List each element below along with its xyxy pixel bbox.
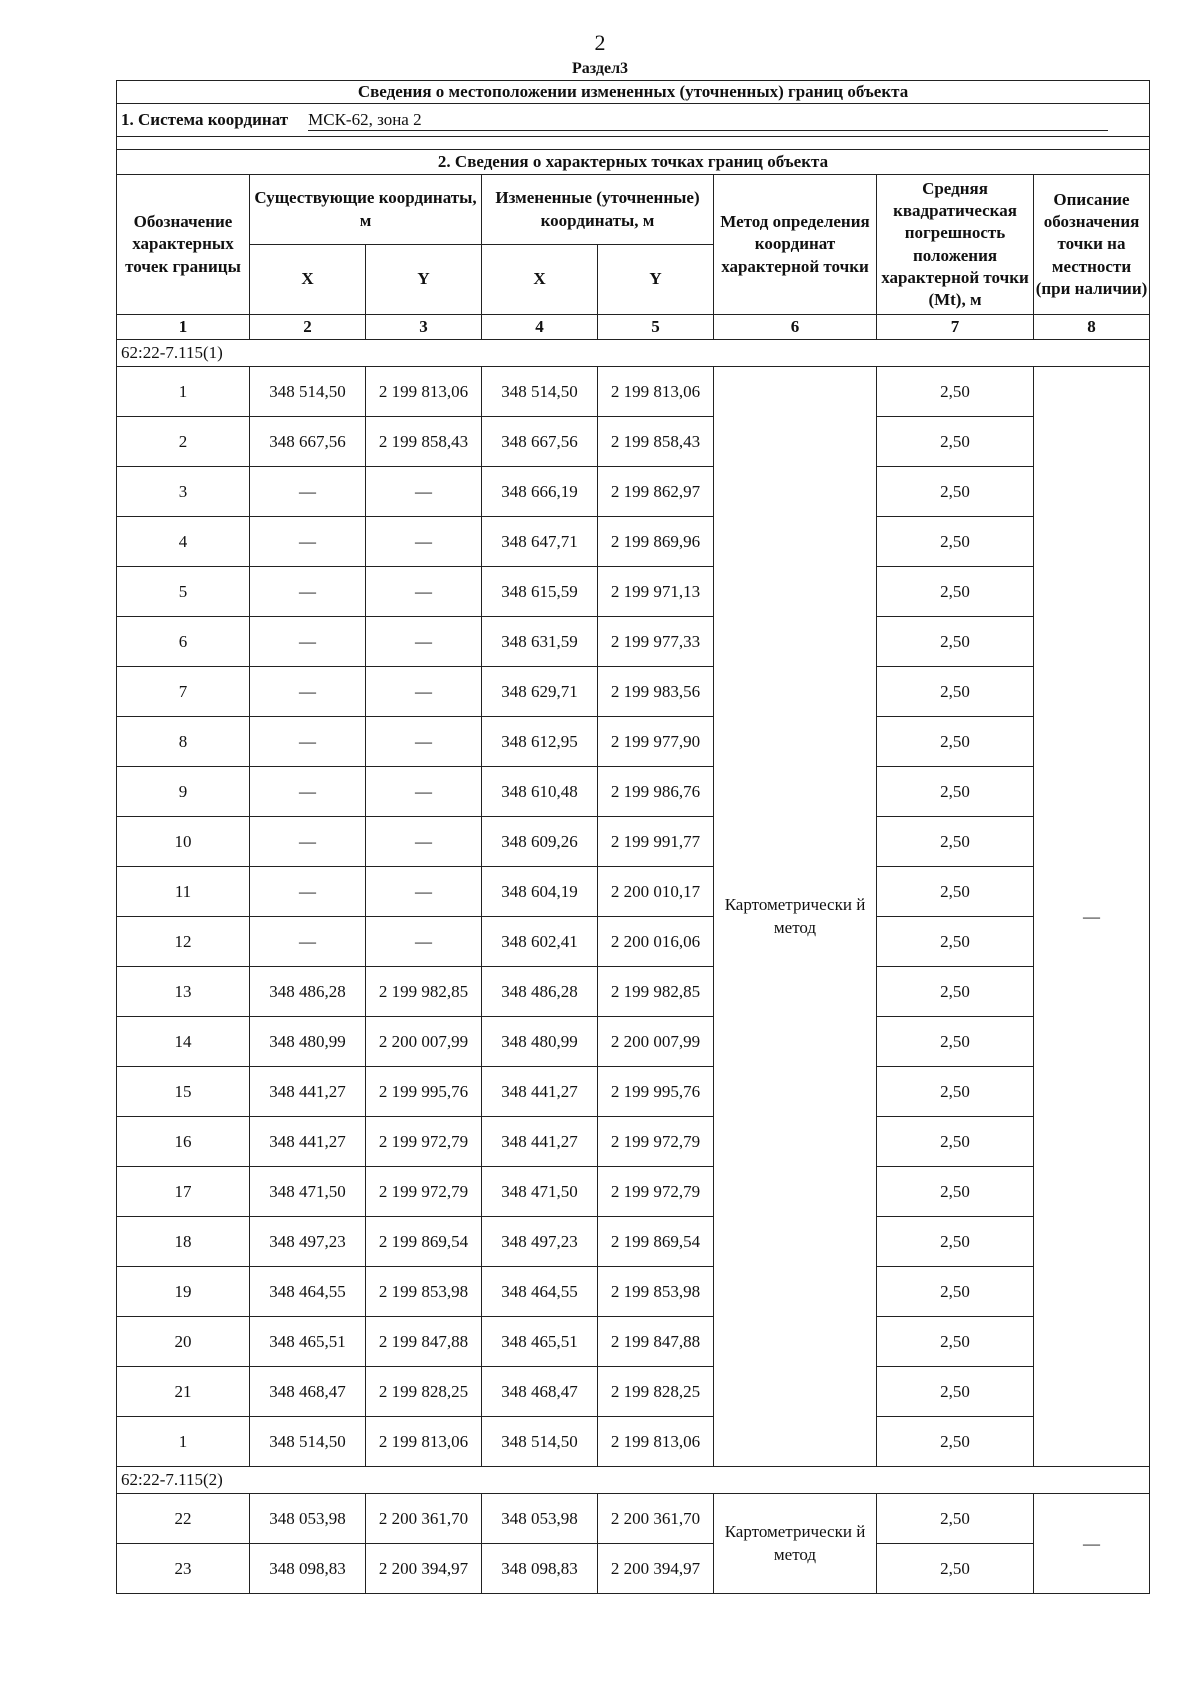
existing-x: —	[250, 617, 366, 667]
point-number: 22	[117, 1494, 250, 1544]
error-value: 2,50	[877, 1317, 1034, 1367]
table-row	[117, 767, 1150, 817]
table-row	[117, 1217, 1150, 1267]
col-header-point: Обозначение характерных точек границы	[117, 175, 250, 315]
existing-x: 348 667,56	[250, 417, 366, 467]
point-number: 2	[117, 417, 250, 467]
existing-x: —	[250, 717, 366, 767]
existing-y: —	[366, 867, 482, 917]
error-value: 2,50	[877, 817, 1034, 867]
existing-x: —	[250, 517, 366, 567]
error-value: 2,50	[877, 667, 1034, 717]
existing-x: —	[250, 917, 366, 967]
changed-x: 348 514,50	[482, 367, 598, 417]
error-value: 2,50	[877, 717, 1034, 767]
col-header-changed: Измененные (уточненные) координаты, м	[482, 175, 714, 245]
changed-x: 348 667,56	[482, 417, 598, 467]
table-row	[117, 667, 1150, 717]
error-value: 2,50	[877, 1067, 1034, 1117]
col-number: 8	[1034, 315, 1150, 340]
table-row	[117, 617, 1150, 667]
points-title: 2. Сведения о характерных точках границ объекта	[117, 150, 1150, 175]
changed-y: 2 199 853,98	[598, 1267, 714, 1317]
point-number: 13	[117, 967, 250, 1017]
error-value: 2,50	[877, 917, 1034, 967]
point-number: 6	[117, 617, 250, 667]
existing-x: 348 514,50	[250, 1417, 366, 1467]
point-number: 1	[117, 1417, 250, 1467]
existing-y: —	[366, 567, 482, 617]
table-row	[117, 817, 1150, 867]
changed-x: 348 098,83	[482, 1544, 598, 1594]
changed-x: 348 471,50	[482, 1167, 598, 1217]
changed-y: 2 200 010,17	[598, 867, 714, 917]
col-number: 3	[366, 315, 482, 340]
changed-x: 348 514,50	[482, 1417, 598, 1467]
existing-y: 2 200 007,99	[366, 1017, 482, 1067]
changed-x: 348 441,27	[482, 1067, 598, 1117]
changed-x: 348 486,28	[482, 967, 598, 1017]
existing-y: 2 199 813,06	[366, 1417, 482, 1467]
col-header-y: Y	[598, 245, 714, 315]
col-number: 1	[117, 315, 250, 340]
table-row	[117, 1417, 1150, 1467]
col-number: 7	[877, 315, 1034, 340]
changed-x: 348 604,19	[482, 867, 598, 917]
table-row	[117, 567, 1150, 617]
existing-y: 2 199 982,85	[366, 967, 482, 1017]
existing-x: 348 441,27	[250, 1067, 366, 1117]
changed-y: 2 199 982,85	[598, 967, 714, 1017]
existing-x: 348 053,98	[250, 1494, 366, 1544]
existing-y: —	[366, 717, 482, 767]
col-header-existing: Существующие координаты, м	[250, 175, 482, 245]
existing-y: —	[366, 767, 482, 817]
error-value: 2,50	[877, 1494, 1034, 1544]
existing-y: 2 199 858,43	[366, 417, 482, 467]
changed-y: 2 199 813,06	[598, 1417, 714, 1467]
error-value: 2,50	[877, 867, 1034, 917]
existing-y: 2 199 869,54	[366, 1217, 482, 1267]
existing-x: —	[250, 867, 366, 917]
point-number: 17	[117, 1167, 250, 1217]
existing-y: 2 199 828,25	[366, 1367, 482, 1417]
table-row	[117, 417, 1150, 467]
boundary-points-table	[116, 80, 1150, 1594]
point-number: 9	[117, 767, 250, 817]
table-row	[117, 717, 1150, 767]
point-number: 5	[117, 567, 250, 617]
error-value: 2,50	[877, 1544, 1034, 1594]
changed-x: 348 631,59	[482, 617, 598, 667]
col-header-y: Y	[366, 245, 482, 315]
existing-x: 348 464,55	[250, 1267, 366, 1317]
changed-y: 2 199 972,79	[598, 1167, 714, 1217]
changed-x: 348 602,41	[482, 917, 598, 967]
existing-x: 348 471,50	[250, 1167, 366, 1217]
existing-y: —	[366, 517, 482, 567]
error-value: 2,50	[877, 967, 1034, 1017]
changed-y: 2 199 847,88	[598, 1317, 714, 1367]
table-row	[117, 967, 1150, 1017]
changed-x: 348 464,55	[482, 1267, 598, 1317]
table-row	[117, 517, 1150, 567]
error-value: 2,50	[877, 1217, 1034, 1267]
error-value: 2,50	[877, 567, 1034, 617]
changed-y: 2 199 869,54	[598, 1217, 714, 1267]
existing-x: —	[250, 817, 366, 867]
col-header-method: Метод определения координат характерной точки	[714, 175, 877, 315]
changed-y: 2 199 977,90	[598, 717, 714, 767]
point-number: 23	[117, 1544, 250, 1594]
existing-x: 348 497,23	[250, 1217, 366, 1267]
method-cell: Картометрически й метод	[714, 1494, 877, 1594]
error-value: 2,50	[877, 1417, 1034, 1467]
parcel-id: 62:22-7.115(1)	[117, 340, 1150, 367]
changed-y: 2 199 986,76	[598, 767, 714, 817]
existing-x: 348 480,99	[250, 1017, 366, 1067]
col-header-error: Средняя квадратическая погрешность положения характерной точки (Mt), м	[877, 175, 1034, 315]
existing-x: —	[250, 567, 366, 617]
error-value: 2,50	[877, 1117, 1034, 1167]
point-number: 3	[117, 467, 250, 517]
point-number: 10	[117, 817, 250, 867]
error-value: 2,50	[877, 617, 1034, 667]
error-value: 2,50	[877, 1167, 1034, 1217]
parcel-row	[117, 1467, 1150, 1494]
table-row	[117, 1544, 1150, 1594]
changed-x: 348 441,27	[482, 1117, 598, 1167]
page-number: 2	[594, 30, 606, 55]
existing-x: 348 441,27	[250, 1117, 366, 1167]
table-row	[117, 467, 1150, 517]
existing-y: —	[366, 917, 482, 967]
point-number: 19	[117, 1267, 250, 1317]
table-row	[117, 1017, 1150, 1067]
changed-x: 348 666,19	[482, 467, 598, 517]
changed-x: 348 465,51	[482, 1317, 598, 1367]
table-row	[117, 1367, 1150, 1417]
table-row	[117, 1117, 1150, 1167]
changed-y: 2 200 394,97	[598, 1544, 714, 1594]
existing-x: 348 465,51	[250, 1317, 366, 1367]
description-cell: —	[1034, 367, 1150, 1467]
changed-x: 348 612,95	[482, 717, 598, 767]
changed-x: 348 629,71	[482, 667, 598, 717]
changed-y: 2 200 007,99	[598, 1017, 714, 1067]
error-value: 2,50	[877, 417, 1034, 467]
error-value: 2,50	[877, 1267, 1034, 1317]
existing-x: 348 514,50	[250, 367, 366, 417]
col-number: 2	[250, 315, 366, 340]
changed-x: 348 053,98	[482, 1494, 598, 1544]
changed-y: 2 199 869,96	[598, 517, 714, 567]
changed-y: 2 199 983,56	[598, 667, 714, 717]
col-number: 4	[482, 315, 598, 340]
changed-y: 2 199 991,77	[598, 817, 714, 867]
table-row	[117, 1267, 1150, 1317]
point-number: 14	[117, 1017, 250, 1067]
error-value: 2,50	[877, 367, 1034, 417]
changed-y: 2 199 858,43	[598, 417, 714, 467]
col-number: 6	[714, 315, 877, 340]
point-number: 7	[117, 667, 250, 717]
existing-y: 2 200 394,97	[366, 1544, 482, 1594]
point-number: 4	[117, 517, 250, 567]
changed-y: 2 199 995,76	[598, 1067, 714, 1117]
existing-x: 348 468,47	[250, 1367, 366, 1417]
changed-y: 2 199 972,79	[598, 1117, 714, 1167]
existing-y: 2 199 853,98	[366, 1267, 482, 1317]
changed-y: 2 199 828,25	[598, 1367, 714, 1417]
changed-y: 2 200 361,70	[598, 1494, 714, 1544]
existing-x: —	[250, 467, 366, 517]
table-row	[117, 1317, 1150, 1367]
changed-y: 2 199 862,97	[598, 467, 714, 517]
changed-x: 348 647,71	[482, 517, 598, 567]
table-row	[117, 1067, 1150, 1117]
col-header-x: X	[250, 245, 366, 315]
changed-x: 348 497,23	[482, 1217, 598, 1267]
existing-x: 348 486,28	[250, 967, 366, 1017]
changed-y: 2 199 977,33	[598, 617, 714, 667]
changed-y: 2 199 971,13	[598, 567, 714, 617]
header-title: Сведения о местоположении измененных (уточненных) границ объекта	[117, 81, 1150, 104]
existing-y: 2 199 972,79	[366, 1117, 482, 1167]
existing-y: 2 200 361,70	[366, 1494, 482, 1544]
error-value: 2,50	[877, 517, 1034, 567]
table-row	[117, 1494, 1150, 1544]
existing-y: —	[366, 817, 482, 867]
point-number: 18	[117, 1217, 250, 1267]
error-value: 2,50	[877, 1017, 1034, 1067]
point-number: 20	[117, 1317, 250, 1367]
point-number: 21	[117, 1367, 250, 1417]
changed-x: 348 610,48	[482, 767, 598, 817]
col-header-x: X	[482, 245, 598, 315]
point-number: 1	[117, 367, 250, 417]
existing-y: —	[366, 667, 482, 717]
description-cell: —	[1034, 1494, 1150, 1594]
changed-y: 2 200 016,06	[598, 917, 714, 967]
point-number: 12	[117, 917, 250, 967]
table-row	[117, 1167, 1150, 1217]
col-header-description: Описание обозначения точки на местности (при наличии)	[1034, 175, 1150, 315]
existing-y: 2 199 847,88	[366, 1317, 482, 1367]
table-row	[117, 917, 1150, 967]
point-number: 8	[117, 717, 250, 767]
coord-system-label: 1. Система координат	[121, 109, 289, 129]
existing-x: 348 098,83	[250, 1544, 366, 1594]
section-title: Раздел3	[571, 60, 629, 77]
changed-x: 348 480,99	[482, 1017, 598, 1067]
coord-system	[117, 104, 1150, 137]
table-row	[117, 367, 1150, 417]
parcel-id: 62:22-7.115(2)	[117, 1467, 1150, 1494]
existing-x: —	[250, 767, 366, 817]
point-number: 16	[117, 1117, 250, 1167]
existing-y: —	[366, 617, 482, 667]
col-number: 5	[598, 315, 714, 340]
error-value: 2,50	[877, 1367, 1034, 1417]
point-number: 11	[117, 867, 250, 917]
spacer-row	[117, 137, 1150, 150]
point-number: 15	[117, 1067, 250, 1117]
parcel-row	[117, 340, 1150, 367]
changed-x: 348 615,59	[482, 567, 598, 617]
changed-y: 2 199 813,06	[598, 367, 714, 417]
error-value: 2,50	[877, 467, 1034, 517]
changed-x: 348 468,47	[482, 1367, 598, 1417]
coord-system-value: МСК-62, зона 2	[308, 110, 1108, 131]
existing-y: —	[366, 467, 482, 517]
table-row	[117, 867, 1150, 917]
existing-x: —	[250, 667, 366, 717]
changed-x: 348 609,26	[482, 817, 598, 867]
error-value: 2,50	[877, 767, 1034, 817]
existing-y: 2 199 995,76	[366, 1067, 482, 1117]
method-cell: Картометрически й метод	[714, 367, 877, 1467]
existing-y: 2 199 972,79	[366, 1167, 482, 1217]
existing-y: 2 199 813,06	[366, 367, 482, 417]
